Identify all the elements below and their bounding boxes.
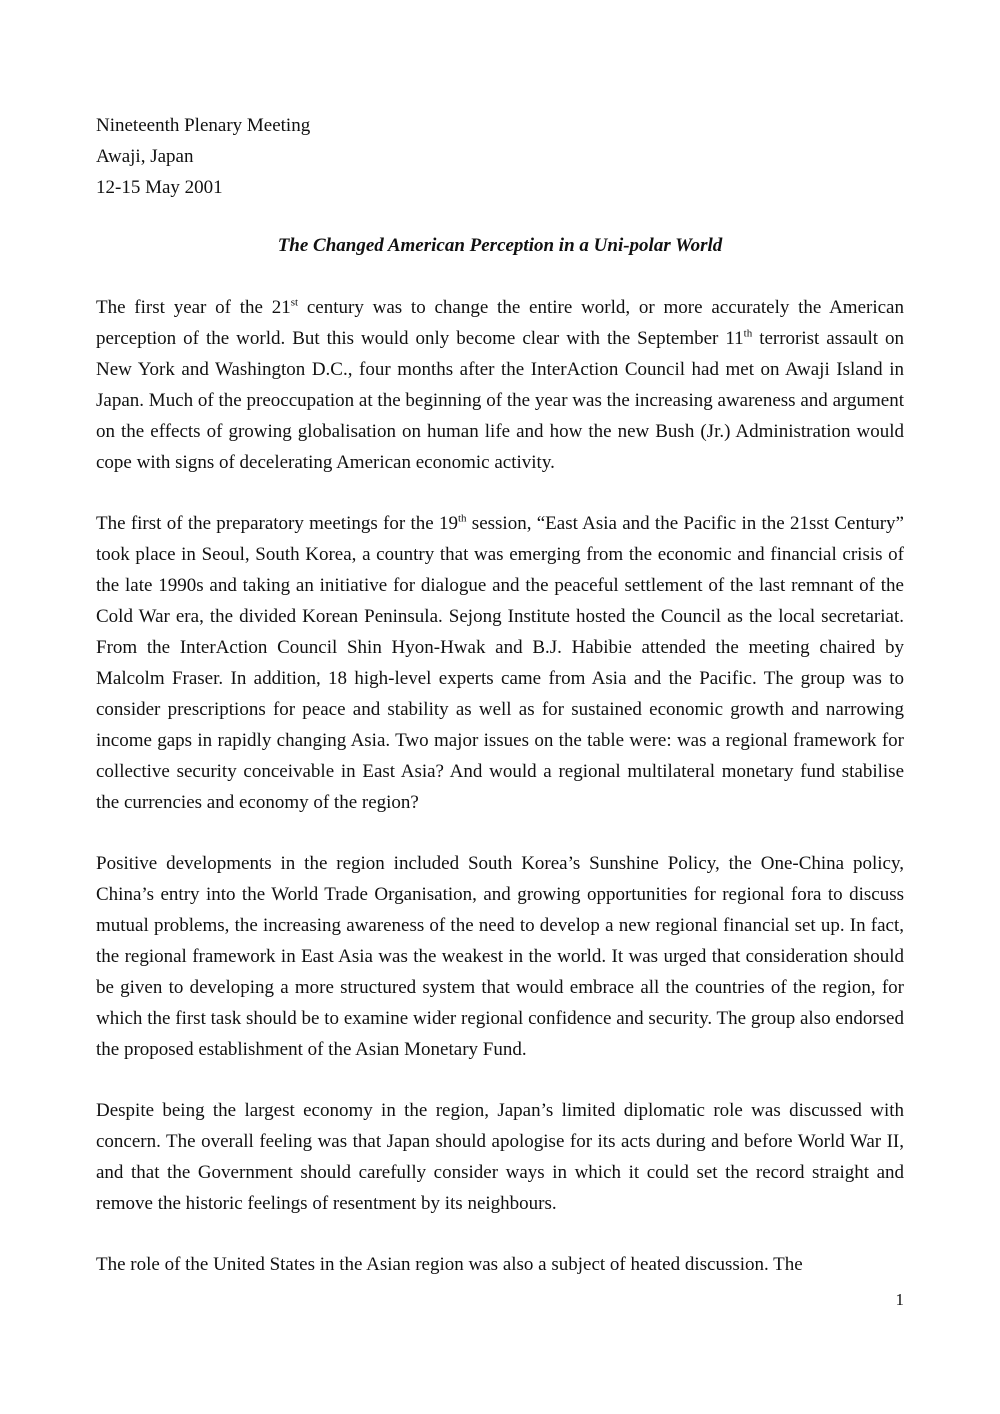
document-title: The Changed American Perception in a Uni-polar World <box>277 235 723 256</box>
paragraph-text: The first of the preparatory meetings for the 19 <box>96 513 458 534</box>
page-number: 1 <box>895 1290 904 1309</box>
paragraph-4: Despite being the largest economy in the region, Japan’s limited diplomatic role was discussed with concern. The overall feeling was that Japan should apologise for its acts during and before World War II, and that the Government should carefully consider ways in which it could set the record straight and remove the historic feelings of resentment by its neighbours. <box>96 1100 904 1214</box>
ordinal-suffix: th <box>743 327 753 340</box>
ordinal-suffix: st <box>290 296 299 309</box>
paragraph-1 <box>96 292 904 478</box>
meeting-name: Nineteenth Plenary Meeting <box>96 115 311 136</box>
paragraph-5: The role of the United States in the Asian region was also a subject of heated discussion. The <box>96 1254 803 1275</box>
meeting-location: Awaji, Japan <box>96 146 194 167</box>
document-header <box>96 110 310 203</box>
paragraph-text: The first year of the 21 <box>96 297 291 318</box>
paragraph-3: Positive developments in the region included South Korea’s Sunshine Policy, the One-China policy, China’s entry into the World Trade Organisation, and growing opportunities for regional fora to discuss mutual problems, the increasing awareness of the need to develop a new regional financial set up. In fact, the regional framework in East Asia was the weakest in the world. It was urged that consideration should be given to developing a more structured system that would embrace all the countries of the region, for which the first task should be to examine wider regional confidence and security. The group also endorsed the proposed establishment of the Asian Monetary Fund. <box>96 853 904 1060</box>
paragraph-2 <box>96 508 904 818</box>
paragraph-text: terrorist assault on New York and Washington D.C., four months after the InterAction Council had met on Awaji Island in Japan. Much of the preoccupation at the beginning of the year was the increasing awareness and argument on the effects of growing globalisation on human life and how the new Bush (Jr.) Administration would cope with signs of decelerating American economic activity. <box>96 328 904 473</box>
paragraph-text: century was to change the entire world, or more accurately the American perception of the world. But this would only become clear with the September 11 <box>96 297 904 349</box>
paragraph-text: session, “East Asia and the Pacific in the 21sst Century” took place in Seoul, South Korea, a country that was emerging from the economic and financial crisis of the late 1990s and taking an initiative for dialogue and the peaceful settlement of the last remnant of the Cold War era, the divided Korean Peninsula. Sejong Institute hosted the Council as the local secretariat. From the InterAction Council Shin Hyon-Hwak and B.J. Habibie attended the meeting chaired by Malcolm Fraser. In addition, 18 high-level experts came from Asia and the Pacific. The group was to consider prescriptions for peace and stability as well as for sustained economic growth and narrowing income gaps in rapidly changing Asia. Two major issues on the table were: was a regional framework for collective security conceivable in East Asia? And would a regional multilateral monetary fund stabilise the currencies and economy of the region? <box>96 513 904 813</box>
ordinal-suffix: th <box>457 512 467 525</box>
meeting-dates: 12-15 May 2001 <box>96 177 223 198</box>
